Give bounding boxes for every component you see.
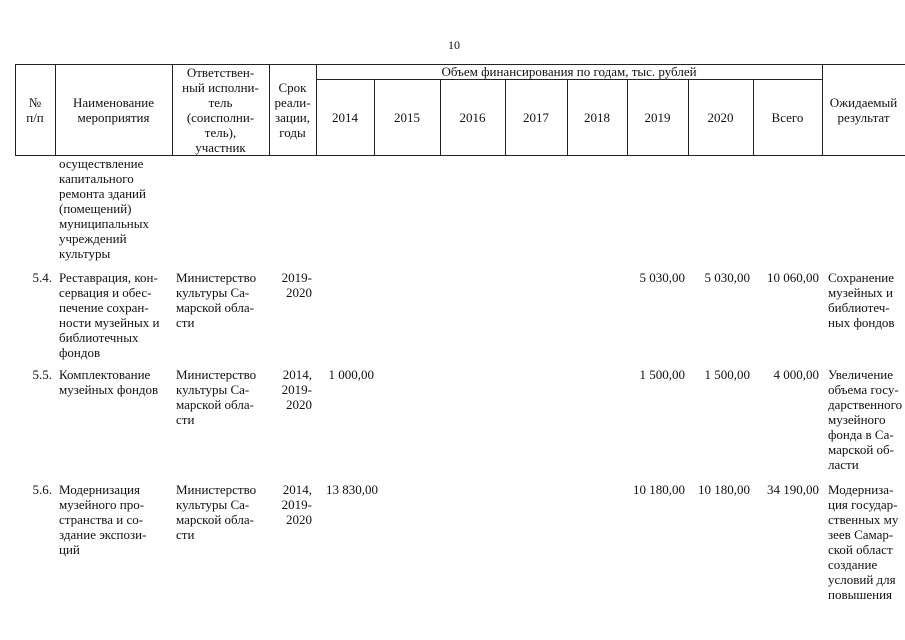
row-value-total: 34 190,00 <box>767 482 819 497</box>
row-value-2014: 1 000,00 <box>328 367 374 382</box>
row-value-2019: 10 180,00 <box>633 482 685 497</box>
row-name: Модернизация музейного про- странства и со- здание экспози- ций <box>59 482 147 557</box>
header-col-term: Срок реали- зации, годы <box>274 80 311 140</box>
row-value-2020: 1 500,00 <box>704 367 750 382</box>
row-responsible: Министерство культуры Са- марской обла- сти <box>176 482 257 542</box>
header-year-2017: 2017 <box>523 110 549 125</box>
row-value-2014: 13 830,00 <box>326 482 378 497</box>
row-value-total: 10 060,00 <box>767 270 819 285</box>
row-result: Увеличение объема госу- дарственного музейного фонда в Са- марской об- ласти <box>828 367 903 472</box>
row-number: 5.6. <box>32 482 52 497</box>
row-term: 2014, 2019- 2020 <box>281 367 312 412</box>
row-value-2020: 10 180,00 <box>698 482 750 497</box>
header-year-2018: 2018 <box>584 110 610 125</box>
header-year-2019: 2019 <box>644 110 671 125</box>
row-number: 5.5. <box>32 367 52 382</box>
header-col-result: Ожидаемый результат <box>829 95 898 125</box>
continuation-text: осуществление капитального ремонта зданий (помещений) муниципальных учреждений культуры <box>59 156 150 261</box>
row-result: Сохранение музейных и библиотеч- ных фондов <box>828 270 895 330</box>
row-term: 2019- 2020 <box>281 270 312 300</box>
header-year-2014: 2014 <box>332 110 358 125</box>
row-value-2020: 5 030,00 <box>704 270 750 285</box>
row-value-2019: 5 030,00 <box>639 270 685 285</box>
row-responsible: Министерство культуры Са- марской обла- сти <box>176 270 257 330</box>
header-funding-title: Объем финансирования по годам, тыс. рублей <box>441 64 697 79</box>
header-col-name: Наименование мероприятия <box>73 95 154 125</box>
header-col-num: № п/п <box>26 95 44 125</box>
header-year-2020: 2020 <box>707 110 734 125</box>
header-col-responsible: Ответствен- ный исполни- тель (соисполни- тель), участник <box>182 65 259 155</box>
row-value-total: 4 000,00 <box>773 367 819 382</box>
header-year-2016: 2016 <box>459 110 486 125</box>
header-year-2015: 2015 <box>394 110 420 125</box>
page-number: 10 <box>448 38 460 52</box>
row-name: Реставрация, кон- сервация и обес- печение сохран- ности музейных и библиотечных фондов <box>59 270 160 360</box>
row-number: 5.4. <box>32 270 52 285</box>
row-result: Модерниза- ция государ- ственных му зеев Самар- ской област создание условий для повышения <box>828 482 899 602</box>
funding-subheader-line <box>316 79 822 80</box>
row-name: Комплектование музейных фондов <box>59 367 159 397</box>
row-value-2019: 1 500,00 <box>639 367 685 382</box>
header-total: Всего <box>771 110 804 125</box>
row-term: 2014, 2019- 2020 <box>281 482 312 527</box>
row-responsible: Министерство культуры Са- марской обла- сти <box>176 367 257 427</box>
